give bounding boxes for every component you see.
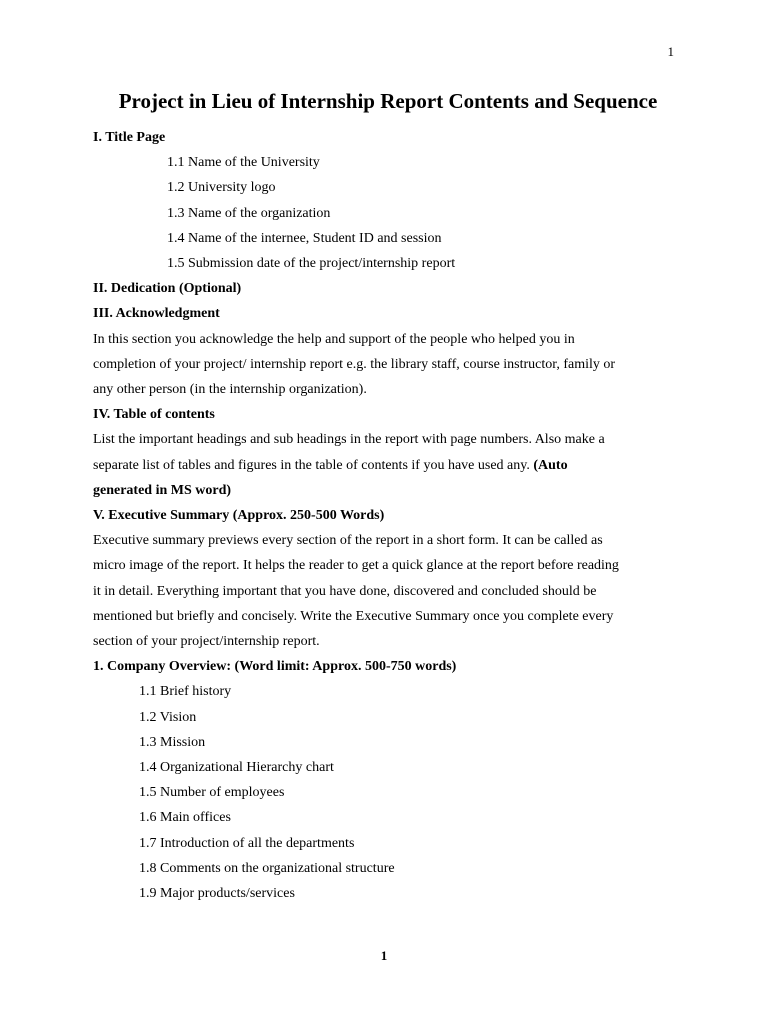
paragraph-line: mentioned but briefly and concisely. Write the Executive Summary once you complete every [93,608,614,624]
list-item: 1.5 Submission date of the project/internship report [167,256,456,272]
list-item: 1.9 Major products/services [139,886,295,902]
executive-summary-paragraph [93,528,683,654]
list-item: 1.7 Introduction of all the departments [139,835,355,851]
paragraph-line [93,453,683,478]
list-item: 1.6 Main offices [139,810,231,826]
page-number-bottom: 1 [380,948,388,963]
section-acknowledgment-heading: III. Acknowledgment [93,306,220,322]
document-title: Project in Lieu of Internship Report Contents and Sequence [118,89,658,113]
paragraph-line: List the important headings and sub headings in the report with page numbers. Also make a [93,432,605,448]
page-number-top: 1 [667,44,674,59]
toc-paragraph [93,427,683,503]
list-item: 1.8 Comments on the organizational structure [139,860,395,876]
list-item: 1.5 Number of employees [139,785,285,801]
paragraph-text: separate list of tables and figures in the table of contents if you have used any. [93,457,534,473]
section-executive-summary-heading: V. Executive Summary (Approx. 250-500 Words) [93,508,385,524]
paragraph-line: In this section you acknowledge the help and support of the people who helped you in [93,331,575,347]
paragraph-line: it in detail. Everything important that you have done, discovered and concluded should be [93,583,597,599]
list-item: 1.2 Vision [139,709,197,725]
acknowledgment-paragraph [93,327,683,403]
paragraph-line: section of your project/internship report. [93,634,320,650]
list-item: 1.4 Name of the internee, Student ID and session [167,230,442,246]
section-company-overview-heading: 1. Company Overview: (Word limit: Approx. 500-750 words) [93,659,457,675]
paragraph-line: micro image of the report. It helps the reader to get a quick glance at the report before reading [93,558,619,574]
document-body [93,86,683,906]
section-table-of-contents-heading: IV. Table of contents [93,407,215,423]
list-item: 1.1 Brief history [139,684,232,700]
auto-generated-note: (Auto [533,457,568,473]
section-title-page-heading: I. Title Page [93,130,166,145]
paragraph-line: Executive summary previews every section of the report in a short form. It can be called as [93,533,603,549]
list-item: 1.4 Organizational Hierarchy chart [139,760,334,776]
list-item: 1.3 Name of the organization [167,205,331,221]
auto-generated-note: generated in MS word) [93,482,232,498]
paragraph-line: any other person (in the internship organization). [93,382,367,398]
list-item: 1.3 Mission [139,734,206,750]
section-dedication-heading: II. Dedication (Optional) [93,281,242,297]
paragraph-line [93,478,683,503]
list-item: 1.2 University logo [167,180,276,196]
list-item: 1.1 Name of the University [167,155,320,171]
paragraph-line: completion of your project/ internship report e.g. the library staff, course instructor, family or [93,356,616,372]
